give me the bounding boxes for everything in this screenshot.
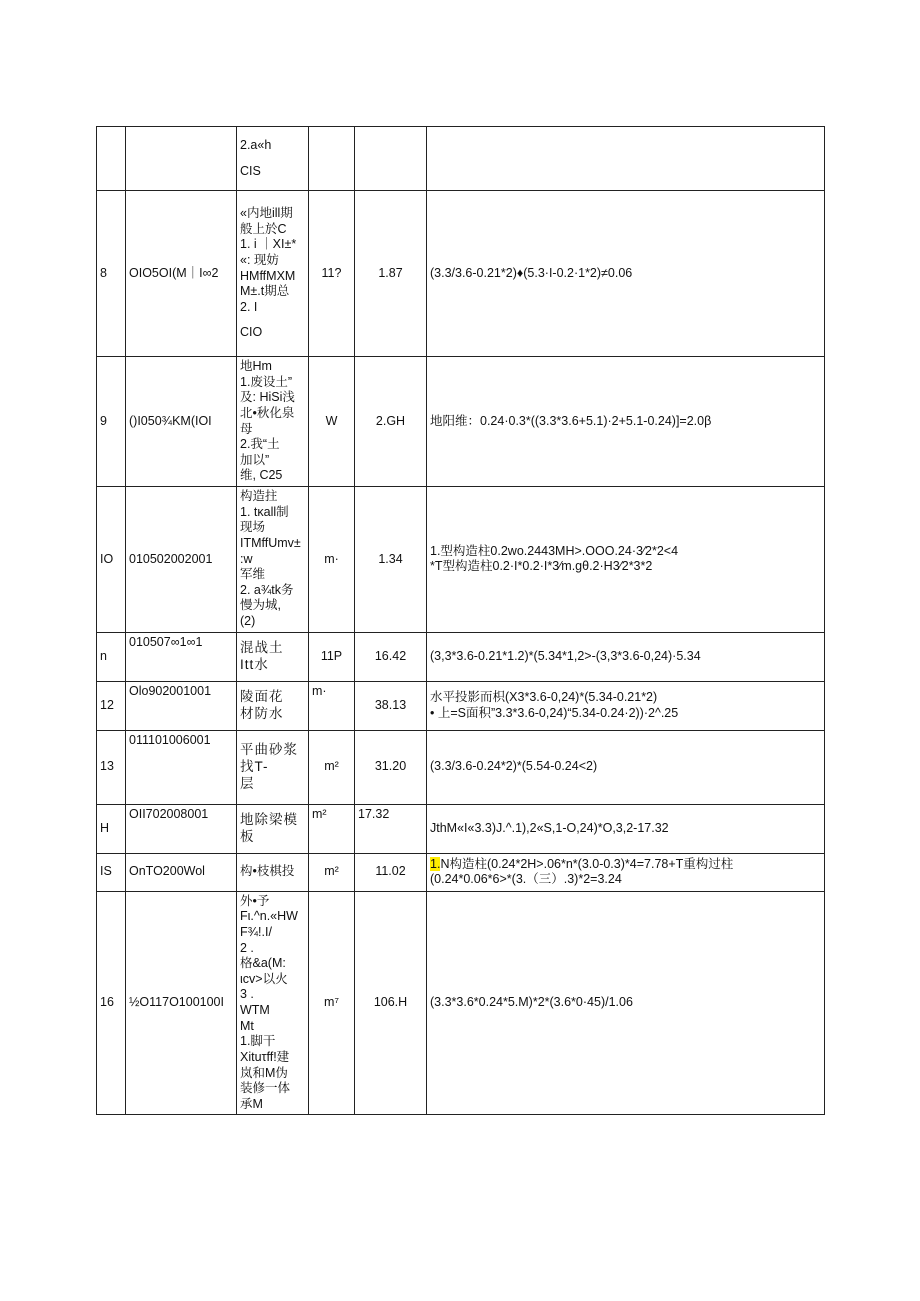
row-number-cell: 16 <box>97 891 126 1115</box>
description-line: Mt <box>240 1018 254 1033</box>
description-line: 平曲砂浆 <box>240 741 298 757</box>
formula-line: (0.24*0.06*6>*(3.（三）.3)*2=3.24 <box>430 872 622 887</box>
quantity-cell: 2.GH <box>355 357 427 487</box>
item-code-cell: ½O117O100100I <box>126 891 237 1115</box>
description-line: WTM <box>240 1003 270 1017</box>
item-description-cell <box>237 127 309 191</box>
item-code-cell: Olo902001001 <box>126 681 237 730</box>
quantity-cell: 1.87 <box>355 191 427 357</box>
formula-line: (3.3/3.6-0.24*2)*(5.54-0.24<2) <box>430 759 598 774</box>
formula-text: N构造柱(0.24*2H>.06*n*(3.0-0.3)*4=7.78+T重构过柱 <box>440 856 734 871</box>
unit-cell: m² <box>309 730 355 804</box>
description-line: 外•予 <box>240 893 270 908</box>
highlighted-list-number: 1. <box>430 856 441 871</box>
item-description-cell <box>237 681 309 730</box>
description-line: 慢为城, <box>240 598 281 613</box>
description-line: 北•秋化泉 <box>240 405 295 420</box>
quantity-table <box>96 126 825 1115</box>
description-line: 般上於C <box>240 221 287 236</box>
description-line: 陵面花 <box>240 688 284 704</box>
table-row <box>97 853 825 891</box>
description-line: 维, C25 <box>240 468 283 483</box>
item-code-cell: 011101006001 <box>126 730 237 804</box>
quantity-cell <box>355 127 427 191</box>
formula-line: (3.3/3.6-0.21*2)♦(5.3·I-0.2·1*2)≠0.06 <box>430 265 633 280</box>
description-line: 地Hm <box>240 359 272 373</box>
item-code-cell <box>126 127 237 191</box>
description-line: 2. a¾tk务 <box>240 582 294 597</box>
description-line: :w <box>240 551 253 566</box>
item-code-cell: 010507∞1∞1 <box>126 632 237 681</box>
description-line: Itt水 <box>240 656 269 672</box>
description-line: ITMffUmv± <box>240 535 301 550</box>
table-row <box>97 487 825 633</box>
formula-line: *T型构造柱0.2·I*0.2·I*3⁄m.gθ.2·H3⁄2*3*2 <box>430 559 653 574</box>
formula-line: 地阳维：0.24·0.3*((3.3*3.6+5.1)·2+5.1-0.24)]=2.0β <box>430 413 712 428</box>
description-line: (2) <box>240 614 256 628</box>
quantity-cell: 38.13 <box>355 681 427 730</box>
item-code-cell: OnTO200Wol <box>126 853 237 891</box>
description-line: 构•枝棋投 <box>240 864 295 879</box>
description-line: 1.脚干 <box>240 1034 276 1049</box>
description-line: 地除梁模 <box>240 811 298 827</box>
formula-line: • 上=S面积”3.3*3.6-0,24)“5.34-0.24·2))·2^.25 <box>430 705 679 720</box>
formula-line: 水平投影而枳(X3*3.6-0,24)*(5.34-0.21*2) <box>430 690 658 704</box>
formula-line: (3,3*3.6-0.21*1.2)*(5.34*1,2>-(3,3*3.6-0,24)·5.34 <box>430 648 701 663</box>
description-line: 2 . <box>240 940 254 955</box>
calculation-formula-cell <box>427 191 825 357</box>
row-number-cell: 12 <box>97 681 126 730</box>
description-line: 及: HiSi浅 <box>240 390 295 405</box>
item-description-cell <box>237 191 309 357</box>
calculation-formula-cell <box>427 853 825 891</box>
item-description-cell <box>237 804 309 853</box>
item-description-cell <box>237 357 309 487</box>
description-line: 现场 <box>240 520 266 535</box>
description-line: 承M <box>240 1096 263 1111</box>
item-code-cell: OIO5OI(M｜I∞2 <box>126 191 237 357</box>
unit-cell: m⁷ <box>309 891 355 1115</box>
description-line: 2.我“土 <box>240 437 280 452</box>
row-number-cell: IO <box>97 487 126 633</box>
description-line: 层 <box>240 775 255 791</box>
description-line: 1. tκall制 <box>240 504 289 519</box>
item-description-cell <box>237 730 309 804</box>
description-line: HMffMXM <box>240 268 296 283</box>
formula-line: (3.3*3.6*0.24*5.M)*2*(3.6*0·45)/1.06 <box>430 995 633 1010</box>
calculation-formula-cell <box>427 891 825 1115</box>
item-description-cell <box>237 891 309 1115</box>
row-number-cell: n <box>97 632 126 681</box>
calculation-formula-cell <box>427 127 825 191</box>
formula-line: 1.型构造柱0.2wo.2443MH>.OOO.24·3⁄2*2<4 <box>430 543 679 558</box>
description-line: M±.t期总 <box>240 284 290 299</box>
description-line: 母 <box>240 421 253 436</box>
description-line: ιcv>以火 <box>240 971 288 986</box>
unit-cell: 11? <box>309 191 355 357</box>
table-row <box>97 891 825 1115</box>
table-row <box>97 357 825 487</box>
quantity-cell: 16.42 <box>355 632 427 681</box>
unit-cell: m² <box>309 853 355 891</box>
description-line: Xituτff!建 <box>240 1049 290 1064</box>
description-line: 构造拄 <box>240 489 278 503</box>
quantity-cell: 17.32 <box>355 804 427 853</box>
description-line: Fι.^n.«HW <box>240 909 298 924</box>
description-line: 板 <box>240 828 255 844</box>
unit-cell: m· <box>309 681 355 730</box>
table-row <box>97 127 825 191</box>
unit-cell: W <box>309 357 355 487</box>
unit-cell: m² <box>309 804 355 853</box>
description-line: 军维 <box>240 567 266 582</box>
description-line: 混战土 <box>240 639 284 655</box>
item-description-cell <box>237 632 309 681</box>
formula-line: JthM«I«3.3)J.^.1),2«S,1-O,24)*O,3,2-17.32 <box>430 820 669 835</box>
item-description-cell <box>237 853 309 891</box>
unit-cell: m· <box>309 487 355 633</box>
table-row <box>97 804 825 853</box>
quantity-cell: 1.34 <box>355 487 427 633</box>
description-line: CIO <box>240 325 263 340</box>
description-line: 找T- <box>240 758 269 774</box>
row-number-cell <box>97 127 126 191</box>
description-line: «内地ill期 <box>240 206 293 220</box>
item-description-cell <box>237 487 309 633</box>
description-line: 格&a(M: <box>240 956 286 971</box>
description-line: 岚和M伪 <box>240 1065 288 1080</box>
calculation-formula-cell <box>427 730 825 804</box>
calculation-formula-cell <box>427 487 825 633</box>
table-row <box>97 632 825 681</box>
row-number-cell: 9 <box>97 357 126 487</box>
row-number-cell: IS <box>97 853 126 891</box>
unit-cell <box>309 127 355 191</box>
description-line: 加以” <box>240 452 270 467</box>
description-line: CIS <box>240 163 261 178</box>
calculation-formula-cell <box>427 681 825 730</box>
table-row <box>97 730 825 804</box>
description-line: F¾!.I/ <box>240 924 272 939</box>
table-row <box>97 191 825 357</box>
description-line: 2. I <box>240 299 258 314</box>
table-row <box>97 681 825 730</box>
description-line: 1. i ｜XI±* <box>240 237 297 252</box>
item-code-cell: 010502002001 <box>126 487 237 633</box>
calculation-formula-cell <box>427 357 825 487</box>
formula-line <box>430 857 821 873</box>
description-line: 材防水 <box>240 705 284 721</box>
row-number-cell: 8 <box>97 191 126 357</box>
calculation-formula-cell <box>427 804 825 853</box>
calculation-formula-cell <box>427 632 825 681</box>
row-number-cell: 13 <box>97 730 126 804</box>
description-line: 装修一体 <box>240 1081 291 1096</box>
description-line: «: 现妨 <box>240 252 279 267</box>
quantity-cell: 106.H <box>355 891 427 1115</box>
description-line: 3 . <box>240 987 254 1002</box>
description-line: 1.废设土” <box>240 374 293 389</box>
unit-cell: 11P <box>309 632 355 681</box>
item-code-cell: ()I050¾KM(IOI <box>126 357 237 487</box>
row-number-cell: H <box>97 804 126 853</box>
quantity-cell: 31.20 <box>355 730 427 804</box>
quantity-cell: 11.02 <box>355 853 427 891</box>
item-code-cell: OII702008001 <box>126 804 237 853</box>
description-line: 2.a«h <box>240 137 272 152</box>
